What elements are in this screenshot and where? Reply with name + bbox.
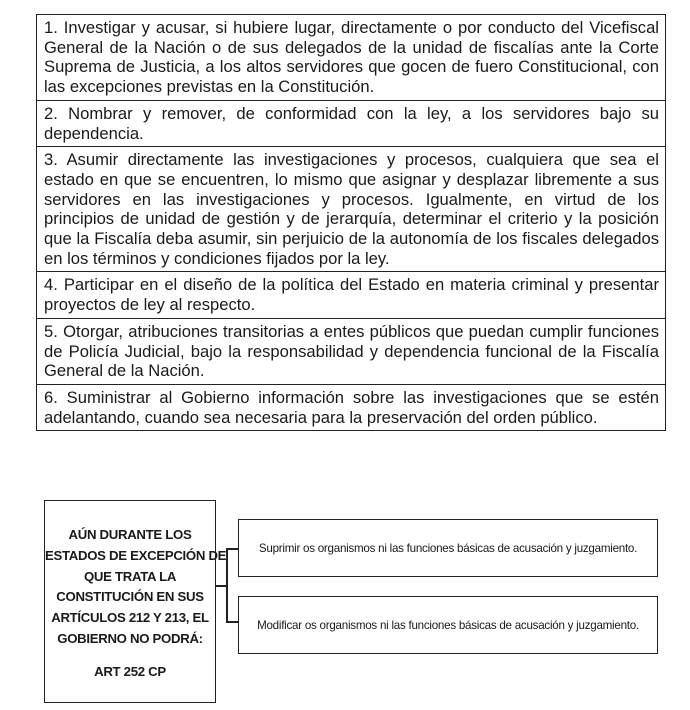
main-box-line-1: AÚN DURANTE LOS [68, 527, 192, 542]
option-box-suprimir [238, 519, 658, 577]
function-item-2: 2. Nombrar y remover, de conformidad con la ley, a los servidores bajo su dependencia. [37, 101, 665, 147]
option-box-modificar [238, 596, 658, 654]
article-reference: ART 252 CP [94, 663, 166, 679]
functions-table [36, 14, 666, 431]
function-item-6: 6. Suministrar al Gobierno información sobre las investigaciones que se estén adelantando, cuando sea necesaria para la preservación del orden público. [44, 387, 659, 427]
connector-branch-top [226, 548, 238, 550]
connector-stub-main [216, 585, 227, 587]
function-item-1: 1. Investigar y acusar, si hubiere lugar, directamente o por conducto del Vicefiscal General de la Nación o de sus delegados de la unidad de fiscalías ante la Corte Suprema de Justicia, a los altos servidores que gocen de fuero Constitucional, con las excepciones previstas en la Constitución. [37, 15, 665, 101]
option-text-suprimir: Suprimir os organismos ni las funciones básicas de acusación y juzgamiento. [258, 541, 638, 555]
main-box-line-4: CONSTITUCIÓN EN SUS [56, 589, 204, 605]
main-box-line-3: QUE TRATA LA [83, 568, 177, 584]
function-item-4: 4. Participar en el diseño de la política del Estado en materia criminal y presentar proyectos de ley al respecto. [37, 272, 665, 318]
option-text-modificar: Modificar os organismos ni las funciones básicas de acusación y juzgamiento. [257, 618, 639, 632]
exception-states-box [44, 500, 227, 703]
function-item-5: 5. Otorgar, atribuciones transitorias a entes públicos que puedan cumplir funciones de Policía Judicial, bajo la responsabilidad y dependencia funcional de la Fiscalía General de la Nación. [37, 319, 665, 385]
function-item-3: 3. Asumir directamente las investigaciones y procesos, cualquiera que sea el estado en que se encuentren, lo mismo que asignar y desplazar libremente a sus servidores en las investigaciones y procesos. Igualmente, en virtud de los principios de unidad de gestión y de jerarquía, determinar el criterio y la posición que la Fiscalía deba asumir, sin perjuicio de la autonomía de los fiscales delegados en los términos y condiciones fijados por la ley. [37, 147, 665, 272]
main-box-line-6: GOBIERNO NO PODRÁ: [57, 630, 203, 646]
main-box-line-5: ARTÍCULOS 212 Y 213, EL [51, 610, 209, 626]
main-box-line-2: ESTADOS DE EXCEPCIÓN DE [45, 547, 227, 563]
connector-branch-bottom [226, 621, 238, 623]
